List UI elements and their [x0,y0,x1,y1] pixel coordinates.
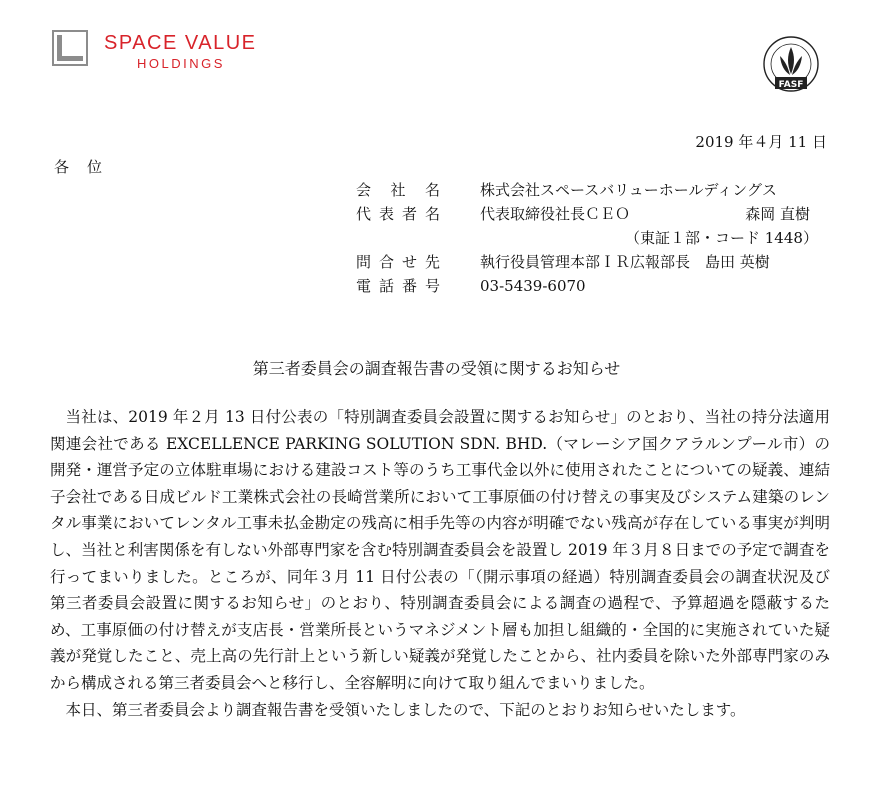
logo-wordmark: SPACE VALUE [104,32,257,54]
fasf-seal-icon [762,34,820,96]
company-label: 会社名 [356,181,440,199]
logo-subtitle: HOLDINGS [137,56,225,71]
seal-label: FASF [778,80,804,90]
representative-title: 代表取締役社長ＣＥＯ [480,205,631,223]
phone-number: 03-5439-6070 [480,277,586,295]
document-body [50,404,830,723]
representative-name: 森岡 直樹 [745,205,810,223]
contact-person: 執行役員管理本部ＩＲ広報部長 島田 英樹 [480,253,770,271]
document-date: 2019 年４月 11 日 [695,133,827,151]
addressee: 各位 [54,158,121,176]
body-paragraph: 当社は、2019 年２月 13 日付公表の「特別調査委員会設置に関するお知らせ」のとおり、当社の持分法適用関連会社である EXCELLENCE PARKING SOLUTION SDN. BHD.（マレーシア国クアラルンプール市）の開発・運営予定の立体駐車場における建設コスト等のうち工事代金以外に使用されたことについての疑義、連結子会社である日成ビルド工業株式会社の長崎営業所において工事原価の付け替えの事実及びシステム建築のレンタル事業においてレンタル工事未払金勘定の残高に相手先等の内容が明確でない残高が存在している事実が判明し、当社と利害関係を有しない外部専門家を含む特別調査委員会を設置し 2019 年３月８日までの予定で調査を行ってまいりました。ところが、同年３月 11 日付公表の「（開示事項の経過）特別調査委員会の調査状況及び第三者委員会設置に関するお知らせ」のとおり、特別調査委員会による調査の過程で、予算超過を隠蔽するため、工事原価の付け替えが支店長・営業所長というマネジメント層も加担し組織的・全国的に実施されていた疑義が発覚したこと、売上高の先行計上という新しい疑義が発覚したことから、社内委員を除いた外部専門家のみから構成される第三者委員会へと移行し、全容解明に向けて取り組んでまいりました。 [50,408,830,692]
representative [480,204,810,224]
company-logo-mark-icon [52,30,88,66]
phone-label: 電話番号 [356,277,440,295]
body-paragraph: 本日、第三者委員会より調査報告書を受領いたしましたので、下記のとおりお知らせいたします。 [65,700,746,719]
contact-label: 問合せ先 [356,253,440,271]
listing-info: （東証１部・コード 1448） [625,229,818,247]
representative-label: 代表者名 [356,205,440,223]
company-name: 株式会社スペースバリューホールディングス [480,181,777,199]
document-title: 第三者委員会の調査報告書の受領に関するお知らせ [252,359,621,378]
